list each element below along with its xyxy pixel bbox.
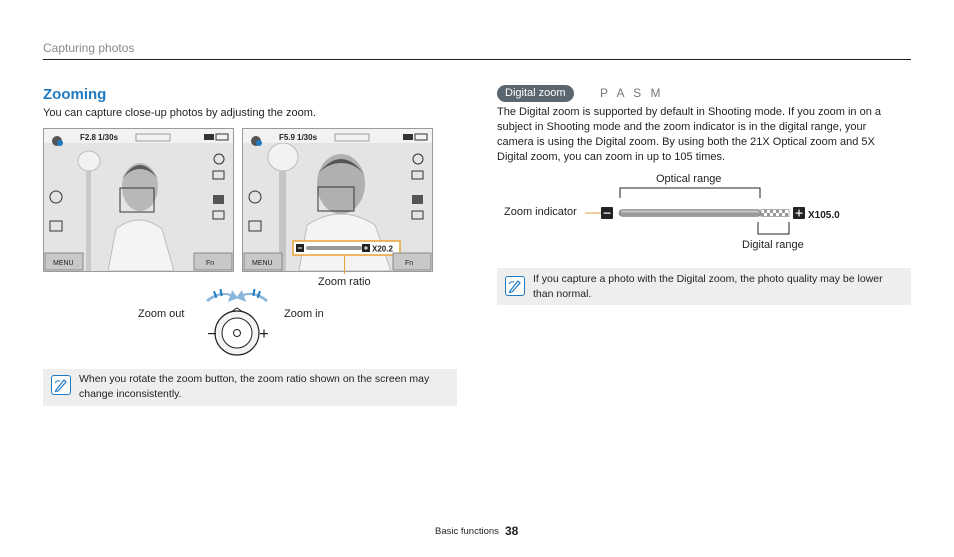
digital-zoom-note-text: If you capture a photo with the Digital zoom, the photo quality may be lower than normal. (533, 273, 883, 300)
screen2-fn: Fn (405, 260, 414, 267)
zoom-indicator-bar (585, 204, 855, 222)
zoom-out-label: Zoom out (138, 308, 185, 320)
zoom-note-box (43, 369, 457, 406)
footer-section: Basic functions (435, 526, 499, 537)
zoom-ratio-caption: Zoom ratio (318, 276, 371, 288)
page-number: 38 (505, 524, 519, 538)
zooming-intro: You can capture close-up photos by adjusting the zoom. (43, 107, 316, 119)
digital-zoom-note-box (497, 268, 911, 305)
zoom-in-label: Zoom in (284, 308, 324, 320)
note-icon (505, 276, 525, 296)
screen2-zoom-value: X20.2 (372, 244, 393, 254)
note-icon (51, 375, 71, 395)
screen1-fn: Fn (206, 260, 215, 267)
screen2-shutter: 1/30s (297, 133, 318, 142)
zoom-value: X105.0 (808, 210, 840, 221)
zoom-indicator-label: Zoom indicator (504, 206, 577, 218)
digital-zoom-pill: Digital zoom (497, 85, 574, 102)
digital-range-label: Digital range (742, 239, 804, 251)
zooming-heading: Zooming (43, 86, 107, 103)
zoom-ratio-leader-line (344, 255, 345, 274)
optical-range-label: Optical range (656, 173, 722, 185)
shooting-modes: P A S M (600, 86, 664, 100)
screen1-aperture: F2.8 (80, 133, 97, 142)
header-rule (43, 59, 911, 60)
camera-screen-zoomed (242, 128, 433, 272)
screen2-aperture: F5.9 (279, 133, 296, 142)
digital-range-bracket (756, 222, 792, 236)
section-label: Capturing photos (43, 41, 135, 55)
zoom-note-text: When you rotate the zoom button, the zoom ratio shown on the screen may change inconsistently. (79, 373, 430, 400)
screen2-menu: MENU (252, 260, 273, 267)
screen1-shutter: 1/30s (98, 133, 119, 142)
screen1-menu: MENU (53, 260, 74, 267)
zoom-lever-icon (200, 288, 275, 360)
camera-screen-normal (43, 128, 234, 272)
digital-zoom-paragraph: The Digital zoom is supported by default in Shooting mode. If you zoom in on a subject in Shooting mode and the zoom indicator is in the digital range, your camera is using the Digital zoom. By using both the 21X Optical zoom and 5X Digital zoom, you can zoom in up to 105 times. (497, 106, 881, 163)
optical-range-bracket (618, 186, 763, 198)
